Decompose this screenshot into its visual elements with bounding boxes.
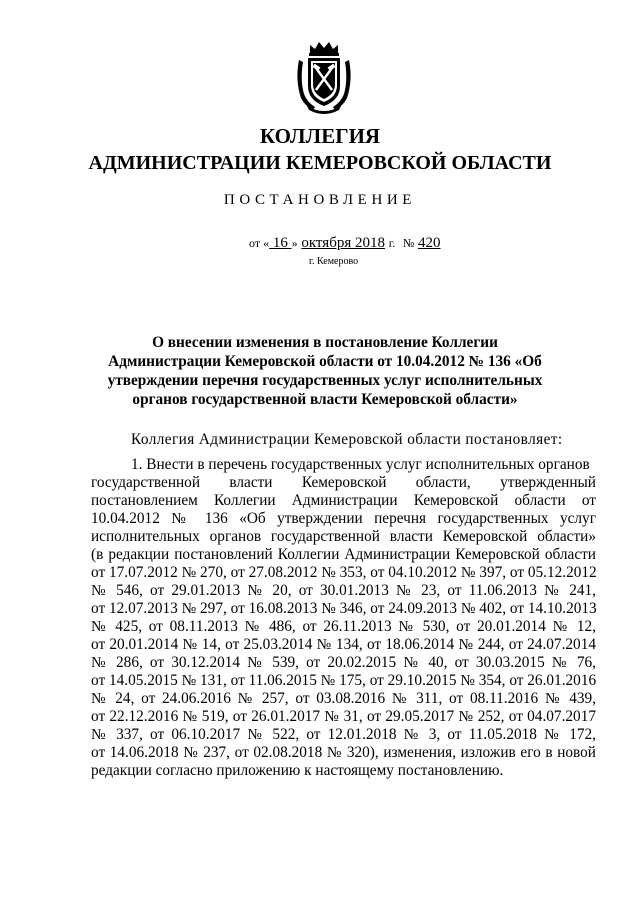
body-line: от 17.07.2012 № 270, от 27.08.2012 № 353, от 04.10.2012 № 397, от 05.12.2012 [91, 564, 597, 581]
body-line: редакции согласно приложению к настоящему постановлению. [91, 762, 504, 779]
document-type: ПОСТАНОВЛЕНИЕ [223, 192, 417, 208]
body-line: от 14.06.2018 № 237, от 02.08.2018 № 320), изменения, изложив его в новой [91, 744, 596, 761]
body-line: № 24, от 24.06.2016 № 257, от 03.08.2016 № 311, от 08.11.2016 № 439, [91, 690, 596, 707]
date-line [249, 235, 441, 252]
document-title: О внесении изменения в постановление Коллегии Администрации Кемеровской области от 10.04.2012 № 136 «Об утверждении перечня государственных услуг исполнительных органов государственной власти Кемеровской области» [107, 334, 543, 408]
org-name-line2: АДМИНИСТРАЦИИ КЕМЕРОВСКОЙ ОБЛАСТИ [88, 152, 552, 174]
coat-of-arms-icon [293, 40, 355, 115]
document-number: 420 [418, 235, 441, 251]
body-line: исполнительных органов государственной власти Кемеровской области» [91, 528, 596, 545]
body-line: (в редакции постановлений Коллегии Администрации Кемеровской области [91, 546, 596, 563]
date-quote-close: » [291, 236, 298, 250]
body-line: № 546, от 29.01.2013 № 20, от 30.01.2013 № 23, от 11.06.2013 № 241, [91, 582, 596, 599]
body-line: от 14.05.2015 № 131, от 11.06.2015 № 175, от 29.10.2015 № 354, от 26.01.2016 [91, 672, 597, 689]
body-line: № 286, от 30.12.2014 № 539, от 20.02.2015 № 40, от 30.03.2015 № 76, [91, 654, 596, 671]
date-prefix: от « [249, 236, 270, 250]
date-year-suffix: г. [388, 236, 396, 250]
body-line: 10.04.2012 № 136 «Об утверждении перечня государственных услуг [91, 510, 596, 527]
body-line: № 337, от 06.10.2017 № 522, от 12.01.2018 № 3, от 11.05.2018 № 172, [91, 726, 596, 743]
org-name-line1: КОЛЛЕГИЯ [259, 124, 381, 148]
body-line: № 425, от 08.11.2013 № 486, от 26.11.2013 № 530, от 20.01.2014 № 12, [91, 618, 596, 635]
body-line: от 20.01.2014 № 14, от 25.03.2014 № 134, от 18.06.2014 № 244, от 24.07.2014 [91, 636, 596, 653]
body-line: государственной власти Кемеровской области, утвержденный [91, 474, 596, 491]
city: г. Кемерово [309, 256, 359, 267]
date-day: 16 [272, 235, 288, 251]
body-intro: Коллегия Администрации Кемеровской области постановляет: [131, 431, 563, 448]
date-month-year: октября 2018 [301, 235, 385, 251]
body-line: постановлением Коллегии Администрации Кемеровской области от [91, 492, 596, 509]
body-line: 1. Внести в перечень государственных услуг исполнительных органов [131, 456, 590, 473]
body-line: от 12.07.2013 № 297, от 16.08.2013 № 346, от 24.09.2013 № 402, от 14.10.2013 [91, 600, 597, 617]
body-line: от 22.12.2016 № 519, от 26.01.2017 № 31, от 29.05.2017 № 252, от 04.07.2017 [91, 708, 596, 725]
number-label: № [402, 236, 415, 250]
